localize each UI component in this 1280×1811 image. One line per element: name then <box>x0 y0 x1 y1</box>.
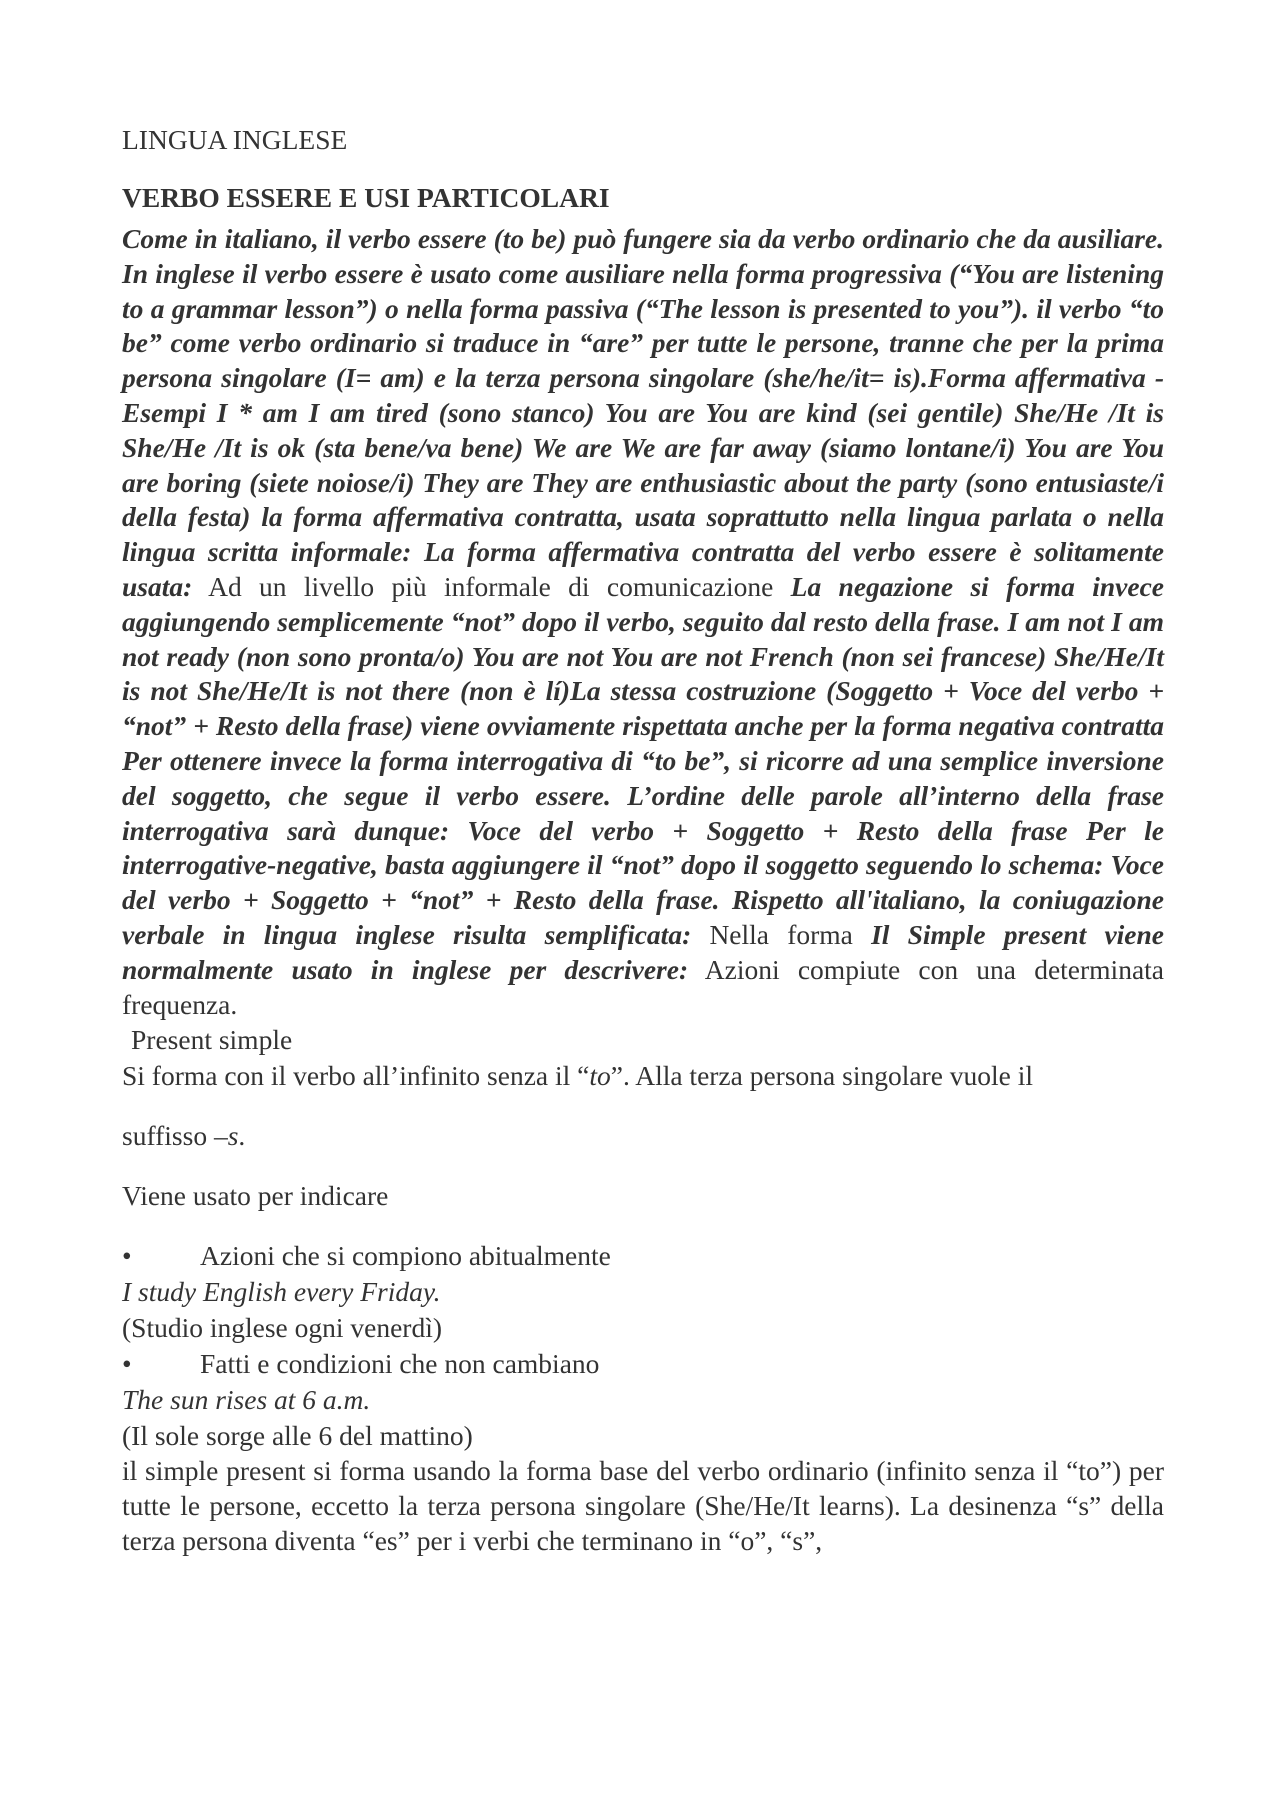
closing-paragraph: il simple present si forma usando la forma base del verbo ordinario (infinito senza il “to”) per tutte le persone, eccetto la terza persona singolare (She/He/It learns). La desinenza “s” della terza persona diventa “es” per i verbi che terminano in “o”, “s”, <box>122 1455 1164 1556</box>
formation-to: to <box>589 1060 611 1092</box>
formation-text-b: ”. Alla terza persona singolare vuole il <box>610 1060 1034 1092</box>
translation-2: (Il sole sorge alle 6 del mattino) <box>122 1420 473 1452</box>
bullet-text-1: Azioni che si compiono abitualmente <box>200 1240 611 1272</box>
bullet-item-1 <box>122 1238 1164 1274</box>
suffix-s: s <box>227 1120 239 1152</box>
usage-intro: Viene usato per indicare <box>122 1180 389 1212</box>
paragraph-text-bold-italic-1: Come in italiano, il verbo essere (to be) può fungere sia da verbo ordinario che da ausiliare. In inglese il verbo essere è usato come ausiliare nella forma progressiva (“You are listening to a grammar lesson”) o nella forma passiva (“The lesson is presented to you”). il verbo “to be” come verbo ordinario si traduce in “are” per tutte le persone, tranne che per la prima persona singolare (I= am) e la terza persona singolare (she/he/it= is).Forma affermativa - Esempi I * am I am tired (sono stanco) You are You are kind (sei gentile) She/He /It is She/He /It is ok (sta bene/va bene) We are We are far away (siamo lontane/i) You are You are boring (siete noiose/i) They are They are enthusiastic about the party (sono entusiaste/i della festa) la forma affermativa contratta, usata soprattutto nella lingua parlata o nella lingua scritta informale: La forma affermativa contratta del verbo essere è solitamente usata: <box>122 223 1164 602</box>
translation-1: (Studio inglese ogni venerdì) <box>122 1312 443 1344</box>
formation-text-a: Si forma con il verbo all’infinito senza il “ <box>122 1060 590 1092</box>
paragraph-text-regular-3: Azioni compiute con una determinata frequenza. <box>122 953 1164 1020</box>
paragraph-text-bold-italic-2: La negazione si forma invece aggiungendo semplicemente “not” dopo il verbo, seguito dal resto della frase. I am not I am not ready (non sono pronta/o) You are not You are not French (non sei francese) She/He/It is not She/He/It is not there (non è lí)La stessa costruzione (Soggetto + Voce del verbo + “not” + Resto della frase) viene ovviamente rispettata anche per la forma negativa contratta Per ottenere invece la forma interrogativa di “to be”, si ricorre ad una semplice inversione del soggetto, che segue il verbo essere. L’ordine delle parole all’interno della frase interrogativa sarà dunque: Voce del verbo + Soggetto + Resto della frase Per le interrogative-negative, basta aggiungere il “not” dopo il soggetto seguendo lo schema: Voce del verbo + Soggetto + “not” + Resto della frase. Rispetto all'italiano, la coniugazione verbale in lingua inglese risulta semplificata: <box>122 570 1164 950</box>
suffix-line <box>122 1118 1164 1154</box>
bullet-dot-icon: • <box>122 1348 132 1380</box>
example-sentence-1: I study English every Friday. <box>122 1276 441 1308</box>
present-simple-label: Present simple <box>131 1024 293 1056</box>
formation-line <box>122 1058 1164 1094</box>
bullet-item-2 <box>122 1346 1164 1382</box>
bullet-dot-icon: • <box>122 1240 132 1272</box>
suffix-text-a: suffisso – <box>122 1120 228 1152</box>
document-page <box>122 122 1164 1559</box>
paragraph-text-regular-1: Ad un livello più informale di comunicazione <box>192 570 791 602</box>
paragraph-text-bold-italic-3: Il Simple present viene normalmente usato in inglese per descrivere: <box>122 918 1164 985</box>
bullet-text-2: Fatti e condizioni che non cambiano <box>200 1348 600 1380</box>
document-title: LINGUA INGLESE <box>122 124 348 155</box>
example-sentence-2: The sun rises at 6 a.m. <box>122 1384 371 1416</box>
main-paragraph <box>122 222 1164 1022</box>
section-heading: VERBO ESSERE E USI PARTICOLARI <box>122 182 610 213</box>
suffix-text-b: . <box>238 1120 246 1152</box>
paragraph-text-regular-2: Nella forma <box>691 918 872 950</box>
